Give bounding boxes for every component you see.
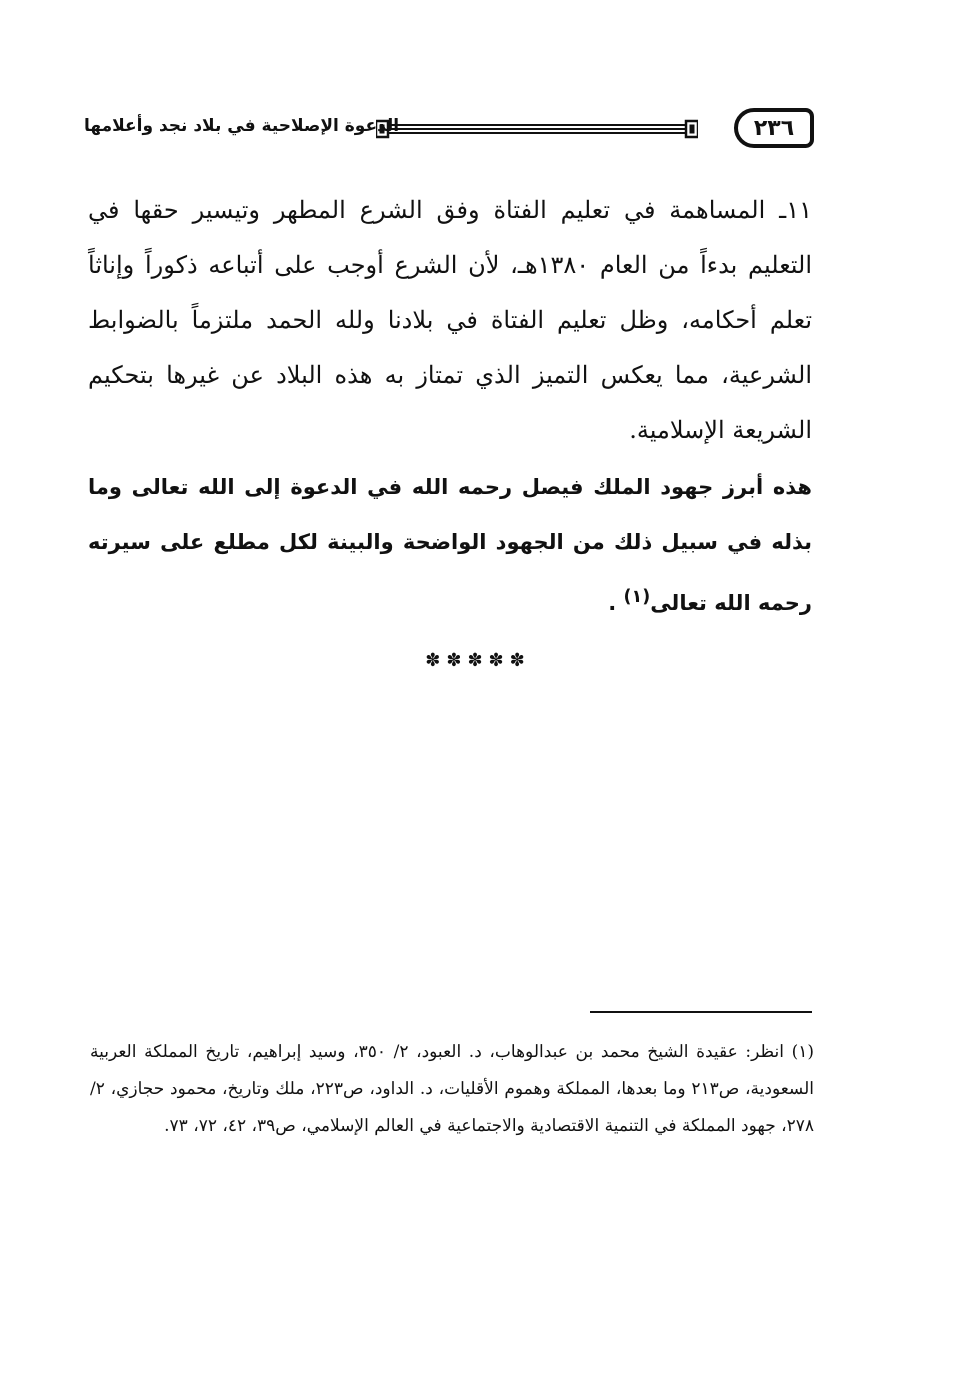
footnote-divider — [590, 1011, 812, 1013]
footnote-marker: (١) — [791, 1042, 814, 1062]
conclusion-text: هذه أبرز جهود الملك فيصل رحمه الله في الدعوة إلى الله تعالى وما بذله في سبيل ذلك من الجهود الواضحة والبينة لكل مطلع على سيرته رحمه الله تعالى — [88, 475, 812, 615]
conclusion-end: . — [608, 591, 617, 615]
paragraph-conclusion — [88, 460, 812, 631]
footnote-1 — [90, 1034, 814, 1145]
paragraph-item-11: ١١ـ المساهمة في تعليم الفتاة وفق الشرع المطهر وتيسير حقها في التعليم بدءاً من العام ١٣٨٠هـ، لأن الشرع أوجب على أتباعه ذكوراً وإناثاً تعلم أحكامه، وظل تعليم الفتاة في بلادنا ولله الحمد ملتزماً بالضوابط الشرعية، مما يعكس التميز الذي تمتاز به هذه البلاد عن غيرها بتحكيم الشريعة الإسلامية. — [88, 196, 813, 444]
footnote-reference: (١) — [623, 587, 651, 607]
section-separator-stars: ✽✽✽✽✽ — [425, 650, 531, 671]
header-ornament-rule — [376, 119, 698, 139]
page-number: ٢٣٦ — [734, 108, 814, 148]
page-header — [84, 102, 814, 154]
running-title: الدعوة الإصلاحية في بلاد نجد وأعلامها — [84, 116, 400, 136]
footnote-body: انظر: عقيدة الشيخ محمد بن عبدالوهاب، د. العبود، ٢/ ٣٥٠، وسيد إبراهيم، تاريخ المملكة العربية السعودية، ص٢١٣ وما بعدها، المملكة وهموم الأقليات، د. الداود، ص٢٢٣، ملك وتاريخ، محمود حجازي، ٢/ ٢٧٨، جهود المملكة في التنمية الاقتصادية والاجتماعية في العالم الإسلامي، ص٣٩، ٤٢، ٧٢، ٧٣. — [90, 1042, 814, 1136]
